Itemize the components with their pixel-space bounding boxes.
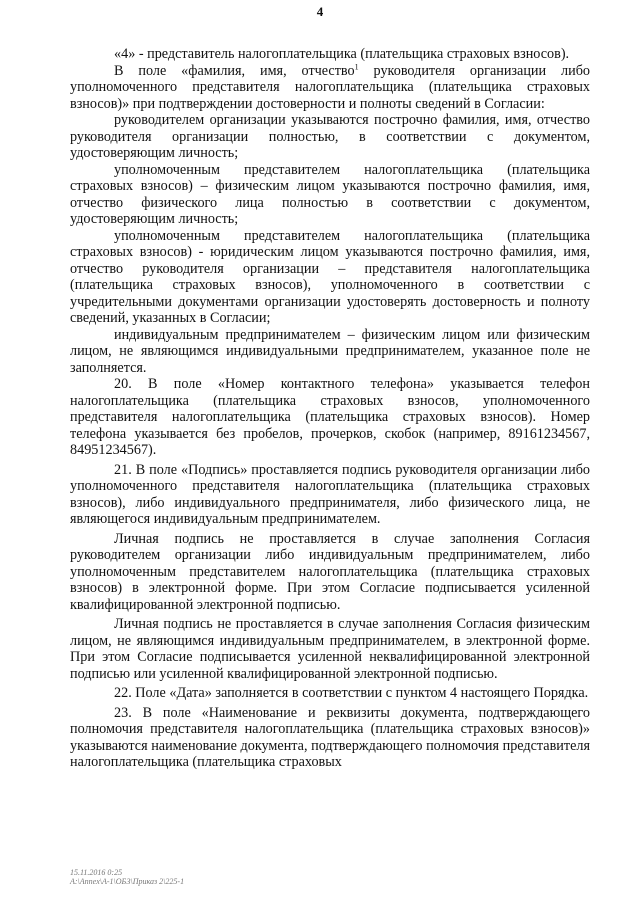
paragraph-signature-electronic-person xyxy=(70,616,590,682)
paragraph-text: Личная подпись не проставляется в случае заполнения Согласия физическим лицом, не являющимся индивидуальным предпринимателем, в электронной форме. При этом Согласие подписывается усиленной неквалифицированной электронной подписью или усиленной квалифицированной электронной подписью. xyxy=(70,616,590,682)
stamp-date: 15.11.2016 0:25 xyxy=(70,868,123,877)
paragraph-text: руководителем организации указываются построчно фамилия, имя, отчество руководителя организации полностью, в соответствии с документом, удостоверяющим личность; xyxy=(70,112,590,161)
paragraph-text: 23. В поле «Наименование и реквизиты документа, подтверждающего полномочия представителя налогоплательщика (плательщика страховых взносов)» указываются наименование документа, подтверждающего полномочия представителя налогоплательщика (плательщика страховых xyxy=(70,704,590,770)
paragraph-text: индивидуальным предпринимателем – физическим лицом или физическим лицом, не являющимся индивидуальными предпринимателем, указанное поле не заполняется. xyxy=(70,326,590,376)
paragraph-entrepreneur xyxy=(70,327,590,377)
paragraph-item-21-signature xyxy=(70,462,590,528)
file-stamp xyxy=(70,868,184,886)
paragraph-representative-legal-entity xyxy=(70,228,590,327)
paragraph-text: 21. В поле «Подпись» проставляется подпись руководителя организации либо уполномоченного представителя налогоплательщика (плательщика страховых взносов), либо индивидуального предпринимателя, либо физического лица, не являющегося индивидуальным предпринимателем. xyxy=(70,461,590,527)
paragraph-signature-electronic-org xyxy=(70,531,590,614)
paragraph-representative-individual xyxy=(70,162,590,228)
footnote-ref: 1 xyxy=(354,61,359,71)
paragraph-representative-code xyxy=(70,46,590,63)
paragraph-item-22-date xyxy=(70,685,590,702)
paragraph-item-20-phone xyxy=(70,376,590,459)
paragraph-text: Личная подпись не проставляется в случае заполнения Согласия руководителем организации либо индивидуальным предпринимателем, либо уполномоченным представителем налогоплательщика (плательщика страховых взносов) в электронной форме. При этом Согласие подписывается усиленной квалифицированной электронной подписью. xyxy=(70,530,590,613)
paragraph-text: «4» - представитель налогоплательщика (плательщика страховых взносов). xyxy=(114,46,570,62)
paragraph-item-23-document xyxy=(70,705,590,771)
paragraph-text-continued: руководителя организации либо уполномоченного представителя налогоплательщика (плательщика страховых взносов)» при подтверждении достоверности и полноты сведений в Согласии: xyxy=(70,62,591,112)
paragraph-text: 20. В поле «Номер контактного телефона» указывается телефон налогоплательщика (плательщика страховых взносов, уполномоченного представителя налогоплательщика (плательщика страховых взносов). Номер телефона указывается без пробелов, прочерков, скобок (например, 89161234567, 84951234567). xyxy=(70,376,590,458)
paragraph-text: В поле «фамилия, имя, отчество xyxy=(114,62,355,79)
page-number: 4 xyxy=(316,4,324,19)
document-body xyxy=(70,46,590,771)
stamp-path: А:\Annex\A-1\ОБЗ\Приказ 2\225-1 xyxy=(70,877,185,886)
paragraph-head-of-org xyxy=(70,112,590,162)
paragraph-fio-field xyxy=(70,63,590,113)
paragraph-text: 22. Поле «Дата» заполняется в соответствии с пунктом 4 настоящего Порядка. xyxy=(114,685,589,701)
paragraph-text: уполномоченным представителем налогоплательщика (плательщика страховых взносов) – физическим лицом указываются построчно фамилия, имя, отчество физического лица полностью в соответствии с документом, удостоверяющим личность; xyxy=(70,161,590,227)
paragraph-text: уполномоченным представителем налогоплательщика (плательщика страховых взносов) - юридическим лицом указываются построчно фамилия, имя, отчество руководителя организации – представителя налогоплательщика (плательщика страховых взносов), уполномоченного в соответствии с учредительными документами организации удостоверять достоверность и полноту сведений, указанных в Согласии; xyxy=(70,227,590,326)
